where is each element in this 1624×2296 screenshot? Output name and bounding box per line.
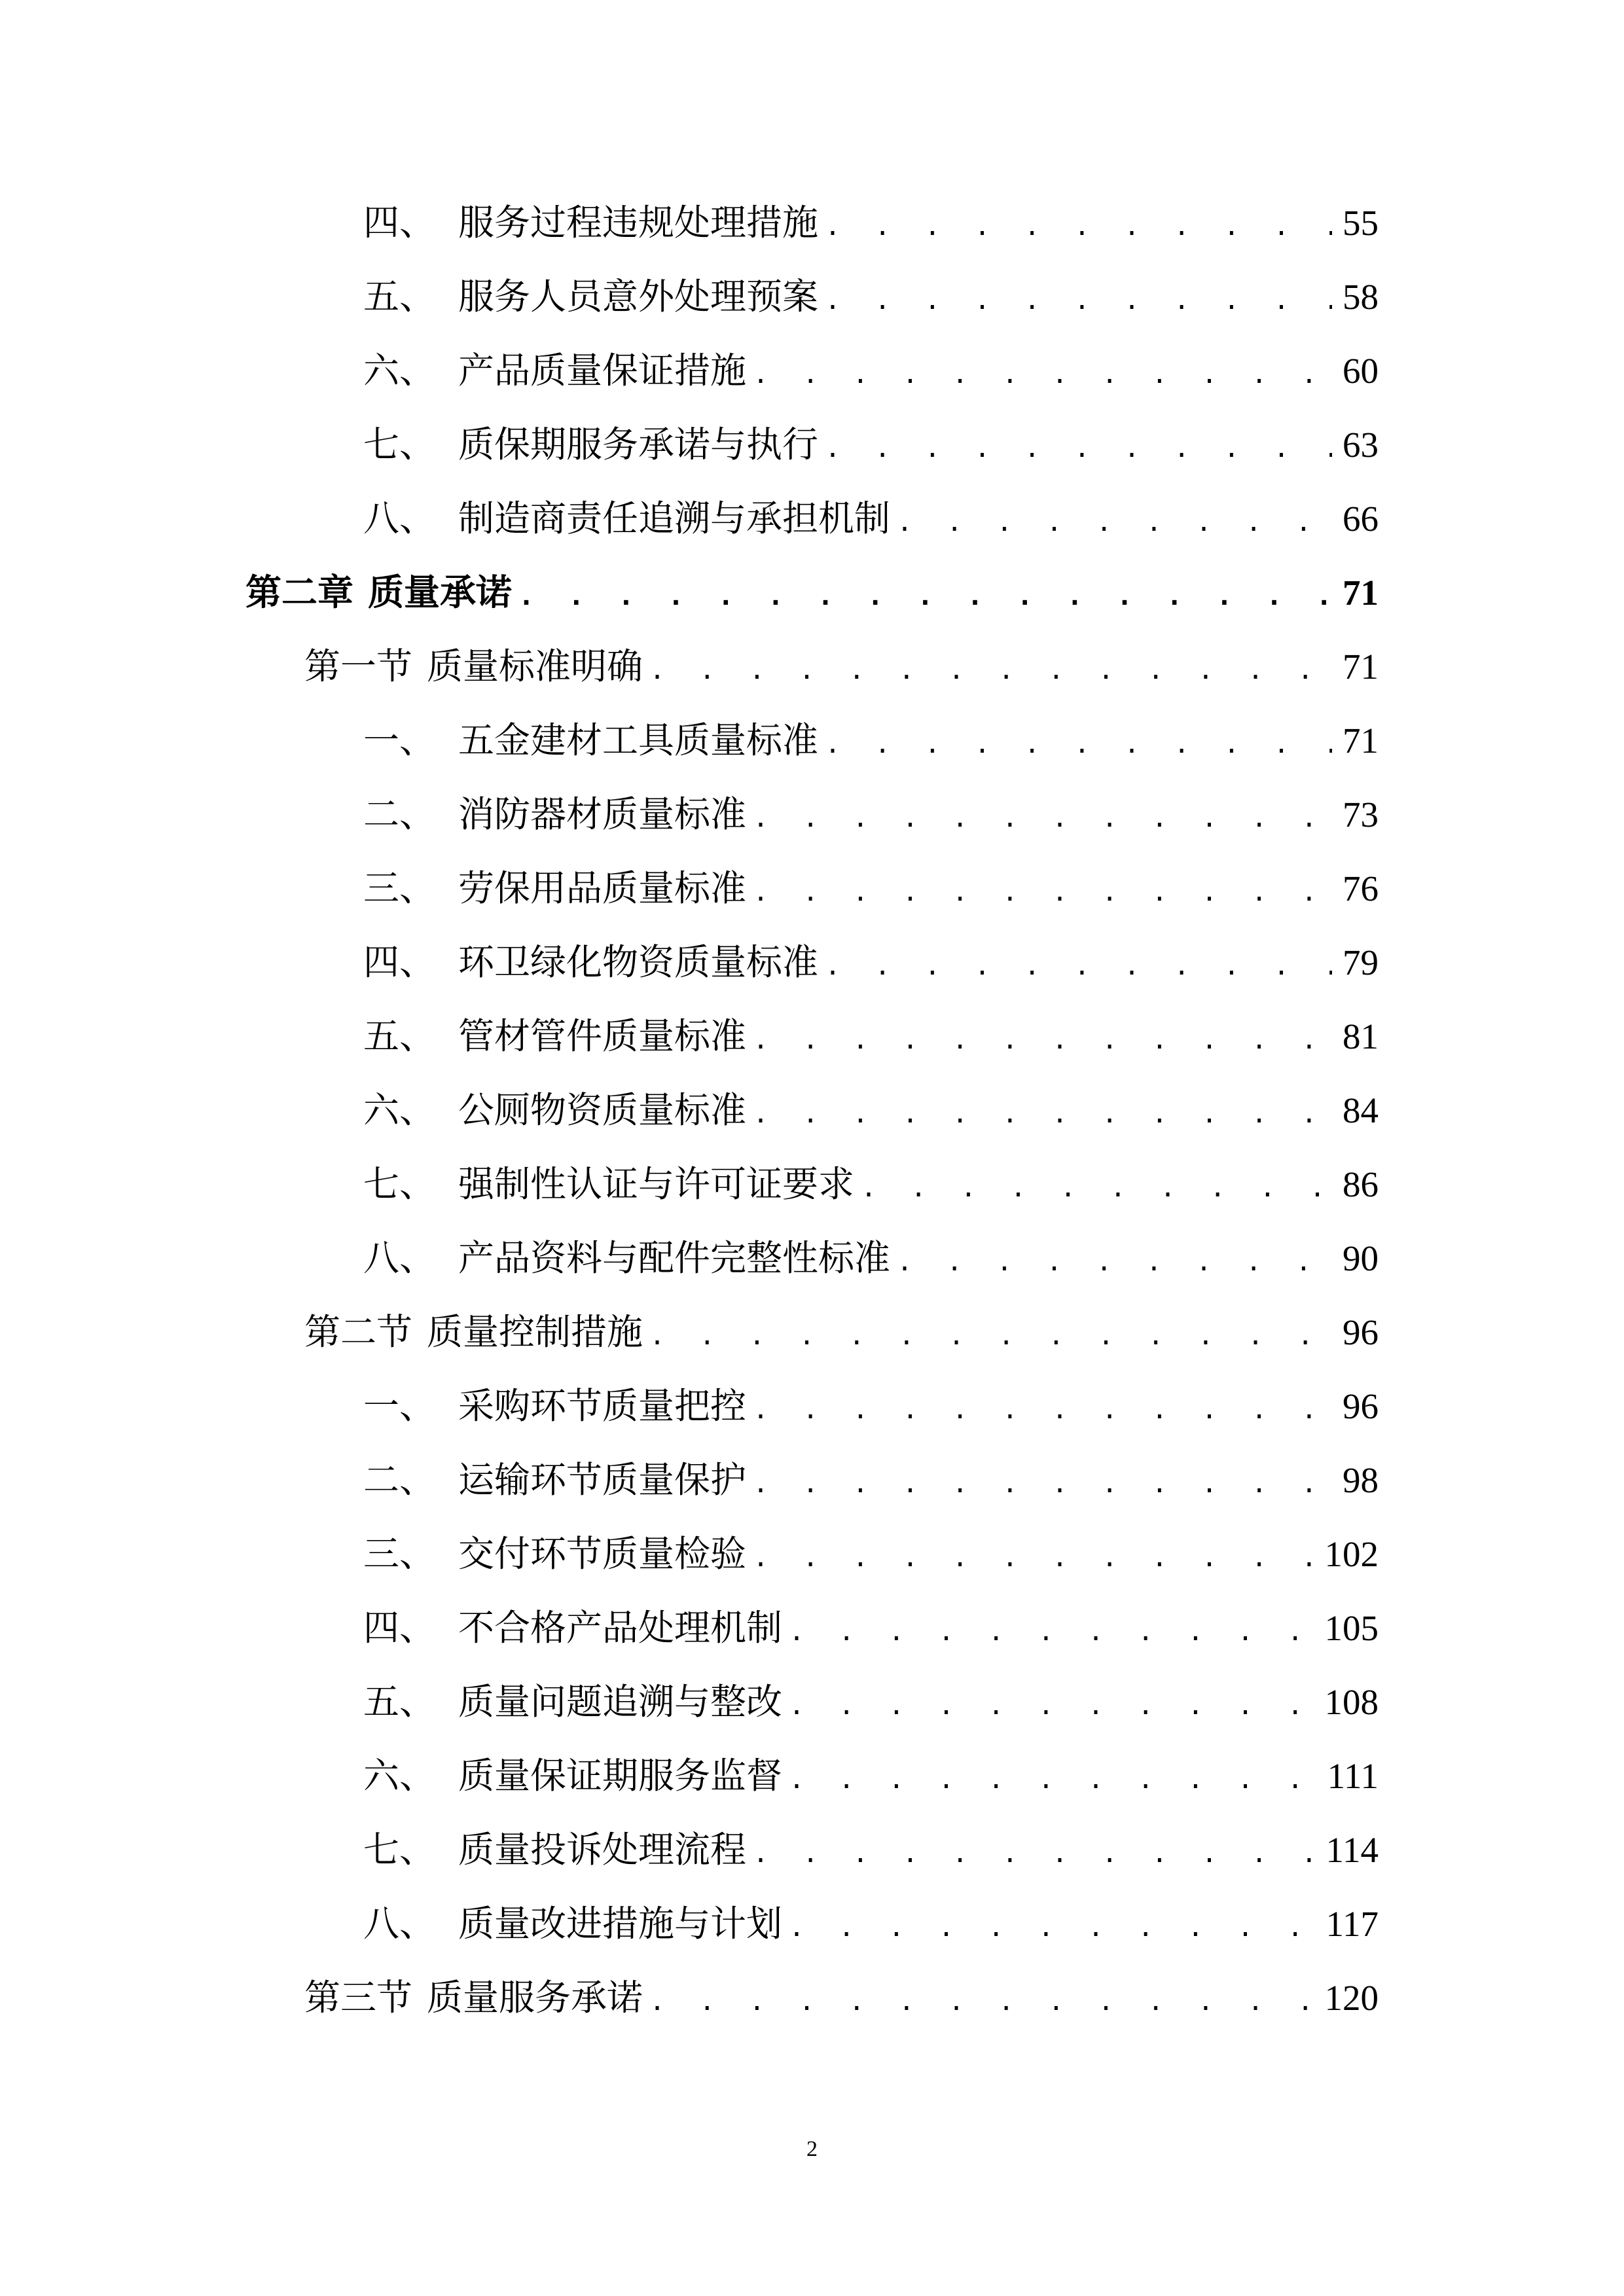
toc-entry[interactable]: [363, 1454, 1379, 1506]
toc-entry-title: 产品质量保证措施: [458, 350, 747, 391]
toc-entry-page: 55: [1343, 203, 1379, 243]
toc-entry-title: 质量承诺: [368, 571, 513, 613]
toc-entry-page: 111: [1327, 1756, 1379, 1796]
toc-entry-title: 消防器材质量标准: [458, 793, 747, 835]
toc-entry[interactable]: [363, 270, 1379, 323]
toc-entry[interactable]: [363, 714, 1379, 766]
toc-entry-page: 96: [1343, 1312, 1379, 1352]
toc-entry-number: 二、: [363, 793, 436, 835]
toc-entry[interactable]: [363, 344, 1379, 397]
toc-entry-page: 117: [1326, 1904, 1379, 1944]
toc-entry-title: 质量改进措施与计划: [458, 1903, 783, 1945]
toc-entry[interactable]: [363, 1232, 1379, 1284]
toc-entry-number: 八、: [363, 1903, 436, 1945]
toc-entry-title: 服务人员意外处理预案: [458, 276, 819, 317]
toc-section-entry[interactable]: [304, 1971, 1379, 2024]
toc-entry[interactable]: [363, 1084, 1379, 1136]
toc-section-entry[interactable]: [304, 640, 1379, 692]
toc-entry[interactable]: [363, 862, 1379, 914]
dot-leader: [753, 1014, 1332, 1066]
dot-leader: [649, 644, 1332, 696]
dot-leader: [753, 1458, 1332, 1510]
toc-entry-title: 质保期服务承诺与执行: [458, 423, 819, 465]
toc-entry-number: 三、: [363, 867, 436, 909]
toc-entry[interactable]: [363, 1897, 1379, 1950]
toc-entry[interactable]: [363, 1158, 1379, 1210]
toc-entry[interactable]: [363, 1676, 1379, 1728]
toc-entry-page: 96: [1343, 1386, 1379, 1426]
toc-entry-page: 58: [1343, 277, 1379, 317]
dot-leader: [825, 718, 1332, 770]
toc-entry-page: 86: [1343, 1164, 1379, 1204]
toc-entry-title: 环卫绿化物资质量标准: [458, 941, 819, 983]
toc-entry-number: 六、: [363, 1755, 436, 1797]
toc-entry[interactable]: [363, 1010, 1379, 1062]
dot-leader: [649, 1310, 1332, 1362]
toc-entry-number: 一、: [363, 1385, 436, 1427]
toc-entry-page: 108: [1324, 1682, 1379, 1722]
dot-leader: [825, 940, 1332, 992]
page-number: 2: [806, 2137, 818, 2161]
toc-entry-title: 五金建材工具质量标准: [458, 719, 819, 761]
toc-entry-number: 七、: [363, 1163, 436, 1205]
toc-entry-number: 七、: [363, 1829, 436, 1871]
toc-entry-title: 质量问题追溯与整改: [458, 1681, 783, 1723]
toc-entry-page: 63: [1343, 425, 1379, 465]
toc-entry[interactable]: [363, 788, 1379, 840]
toc-entry-title: 质量服务承诺: [427, 1977, 643, 2018]
dot-leader: [825, 274, 1332, 327]
toc-entry-number: 四、: [363, 202, 436, 243]
dot-leader: [789, 1753, 1317, 1806]
toc-entry[interactable]: [363, 1749, 1379, 1802]
toc-entry[interactable]: [363, 418, 1379, 471]
dot-leader: [753, 1827, 1316, 1880]
toc-entry-number: 五、: [363, 276, 436, 317]
dot-leader: [518, 570, 1332, 622]
toc-entry-page: 76: [1343, 869, 1379, 908]
toc-entry-title: 强制性认证与许可证要求: [458, 1163, 855, 1205]
dot-leader: [897, 496, 1332, 548]
dot-leader: [753, 1532, 1314, 1584]
toc-entry-number: 第一节: [304, 645, 413, 687]
dot-leader: [753, 866, 1332, 918]
toc-entry-title: 产品资料与配件完整性标准: [458, 1237, 891, 1279]
toc-entry-number: 第三节: [304, 1977, 413, 2018]
toc-entry-title: 运输环节质量保护: [458, 1459, 747, 1501]
toc-entry-title: 交付环节质量检验: [458, 1533, 747, 1575]
dot-leader: [753, 1088, 1332, 1140]
dot-leader: [753, 1384, 1332, 1436]
toc-entry-page: 114: [1326, 1830, 1379, 1870]
dot-leader: [753, 792, 1332, 844]
toc-chapter-entry[interactable]: [245, 566, 1379, 619]
dot-leader: [789, 1901, 1316, 1954]
toc-entry-page: 73: [1343, 795, 1379, 834]
toc-entry-title: 质量标准明确: [427, 645, 643, 687]
toc-entry[interactable]: [363, 1528, 1379, 1580]
toc-entry-number: 七、: [363, 423, 436, 465]
toc-entry-number: 四、: [363, 1607, 436, 1649]
toc-entry-title: 制造商责任追溯与承担机制: [458, 497, 891, 539]
dot-leader: [825, 200, 1332, 253]
dot-leader: [789, 1679, 1314, 1732]
toc-entry-page: 71: [1343, 721, 1379, 761]
toc-entry[interactable]: [363, 936, 1379, 988]
toc-entry[interactable]: [363, 196, 1379, 249]
toc-entry-title: 质量保证期服务监督: [458, 1755, 783, 1797]
toc-entry-title: 管材管件质量标准: [458, 1015, 747, 1057]
toc-entry-page: 90: [1343, 1238, 1379, 1278]
toc-entry-number: 八、: [363, 1237, 436, 1279]
toc-entry-number: 一、: [363, 719, 436, 761]
toc-entry-number: 六、: [363, 350, 436, 391]
toc-entry-page: 120: [1324, 1978, 1379, 2018]
toc-entry[interactable]: [363, 492, 1379, 545]
toc-entry-page: 79: [1343, 942, 1379, 982]
toc-entry-page: 60: [1343, 351, 1379, 391]
toc-section-entry[interactable]: [304, 1306, 1379, 1358]
toc-entry-number: 六、: [363, 1089, 436, 1131]
toc-entry-title: 质量投诉处理流程: [458, 1829, 747, 1871]
toc-entry-page: 102: [1324, 1534, 1379, 1574]
toc-entry-page: 84: [1343, 1090, 1379, 1130]
toc-entry[interactable]: [363, 1823, 1379, 1876]
toc-entry-title: 公厕物资质量标准: [458, 1089, 747, 1131]
toc-entry-page: 71: [1343, 573, 1379, 613]
toc-entry-number: 八、: [363, 497, 436, 539]
toc-entry-page: 66: [1343, 499, 1379, 539]
toc-entry-page: 105: [1324, 1608, 1379, 1648]
dot-leader: [789, 1605, 1314, 1658]
dot-leader: [861, 1162, 1332, 1214]
dot-leader: [649, 1975, 1314, 2028]
toc-entry-number: 三、: [363, 1533, 436, 1575]
toc-entry-title: 劳保用品质量标准: [458, 867, 747, 909]
toc-entry-title: 不合格产品处理机制: [458, 1607, 783, 1649]
toc-entry-number: 第二章: [245, 571, 354, 613]
toc-entry[interactable]: [363, 1380, 1379, 1432]
toc-entry-title: 采购环节质量把控: [458, 1385, 747, 1427]
dot-leader: [753, 348, 1332, 401]
toc-entry-page: 98: [1343, 1460, 1379, 1500]
toc-entry-number: 五、: [363, 1681, 436, 1723]
toc-entry-page: 81: [1343, 1016, 1379, 1056]
toc-entry-page: 71: [1343, 647, 1379, 687]
toc-entry-number: 五、: [363, 1015, 436, 1057]
toc-entry-number: 四、: [363, 941, 436, 983]
toc-entry-number: 二、: [363, 1459, 436, 1501]
toc-entry[interactable]: [363, 1602, 1379, 1654]
dot-leader: [825, 422, 1332, 475]
dot-leader: [897, 1236, 1332, 1288]
toc-entry-title: 服务过程违规处理措施: [458, 202, 819, 243]
toc-entry-number: 第二节: [304, 1311, 413, 1353]
toc-entry-title: 质量控制措施: [427, 1311, 643, 1353]
